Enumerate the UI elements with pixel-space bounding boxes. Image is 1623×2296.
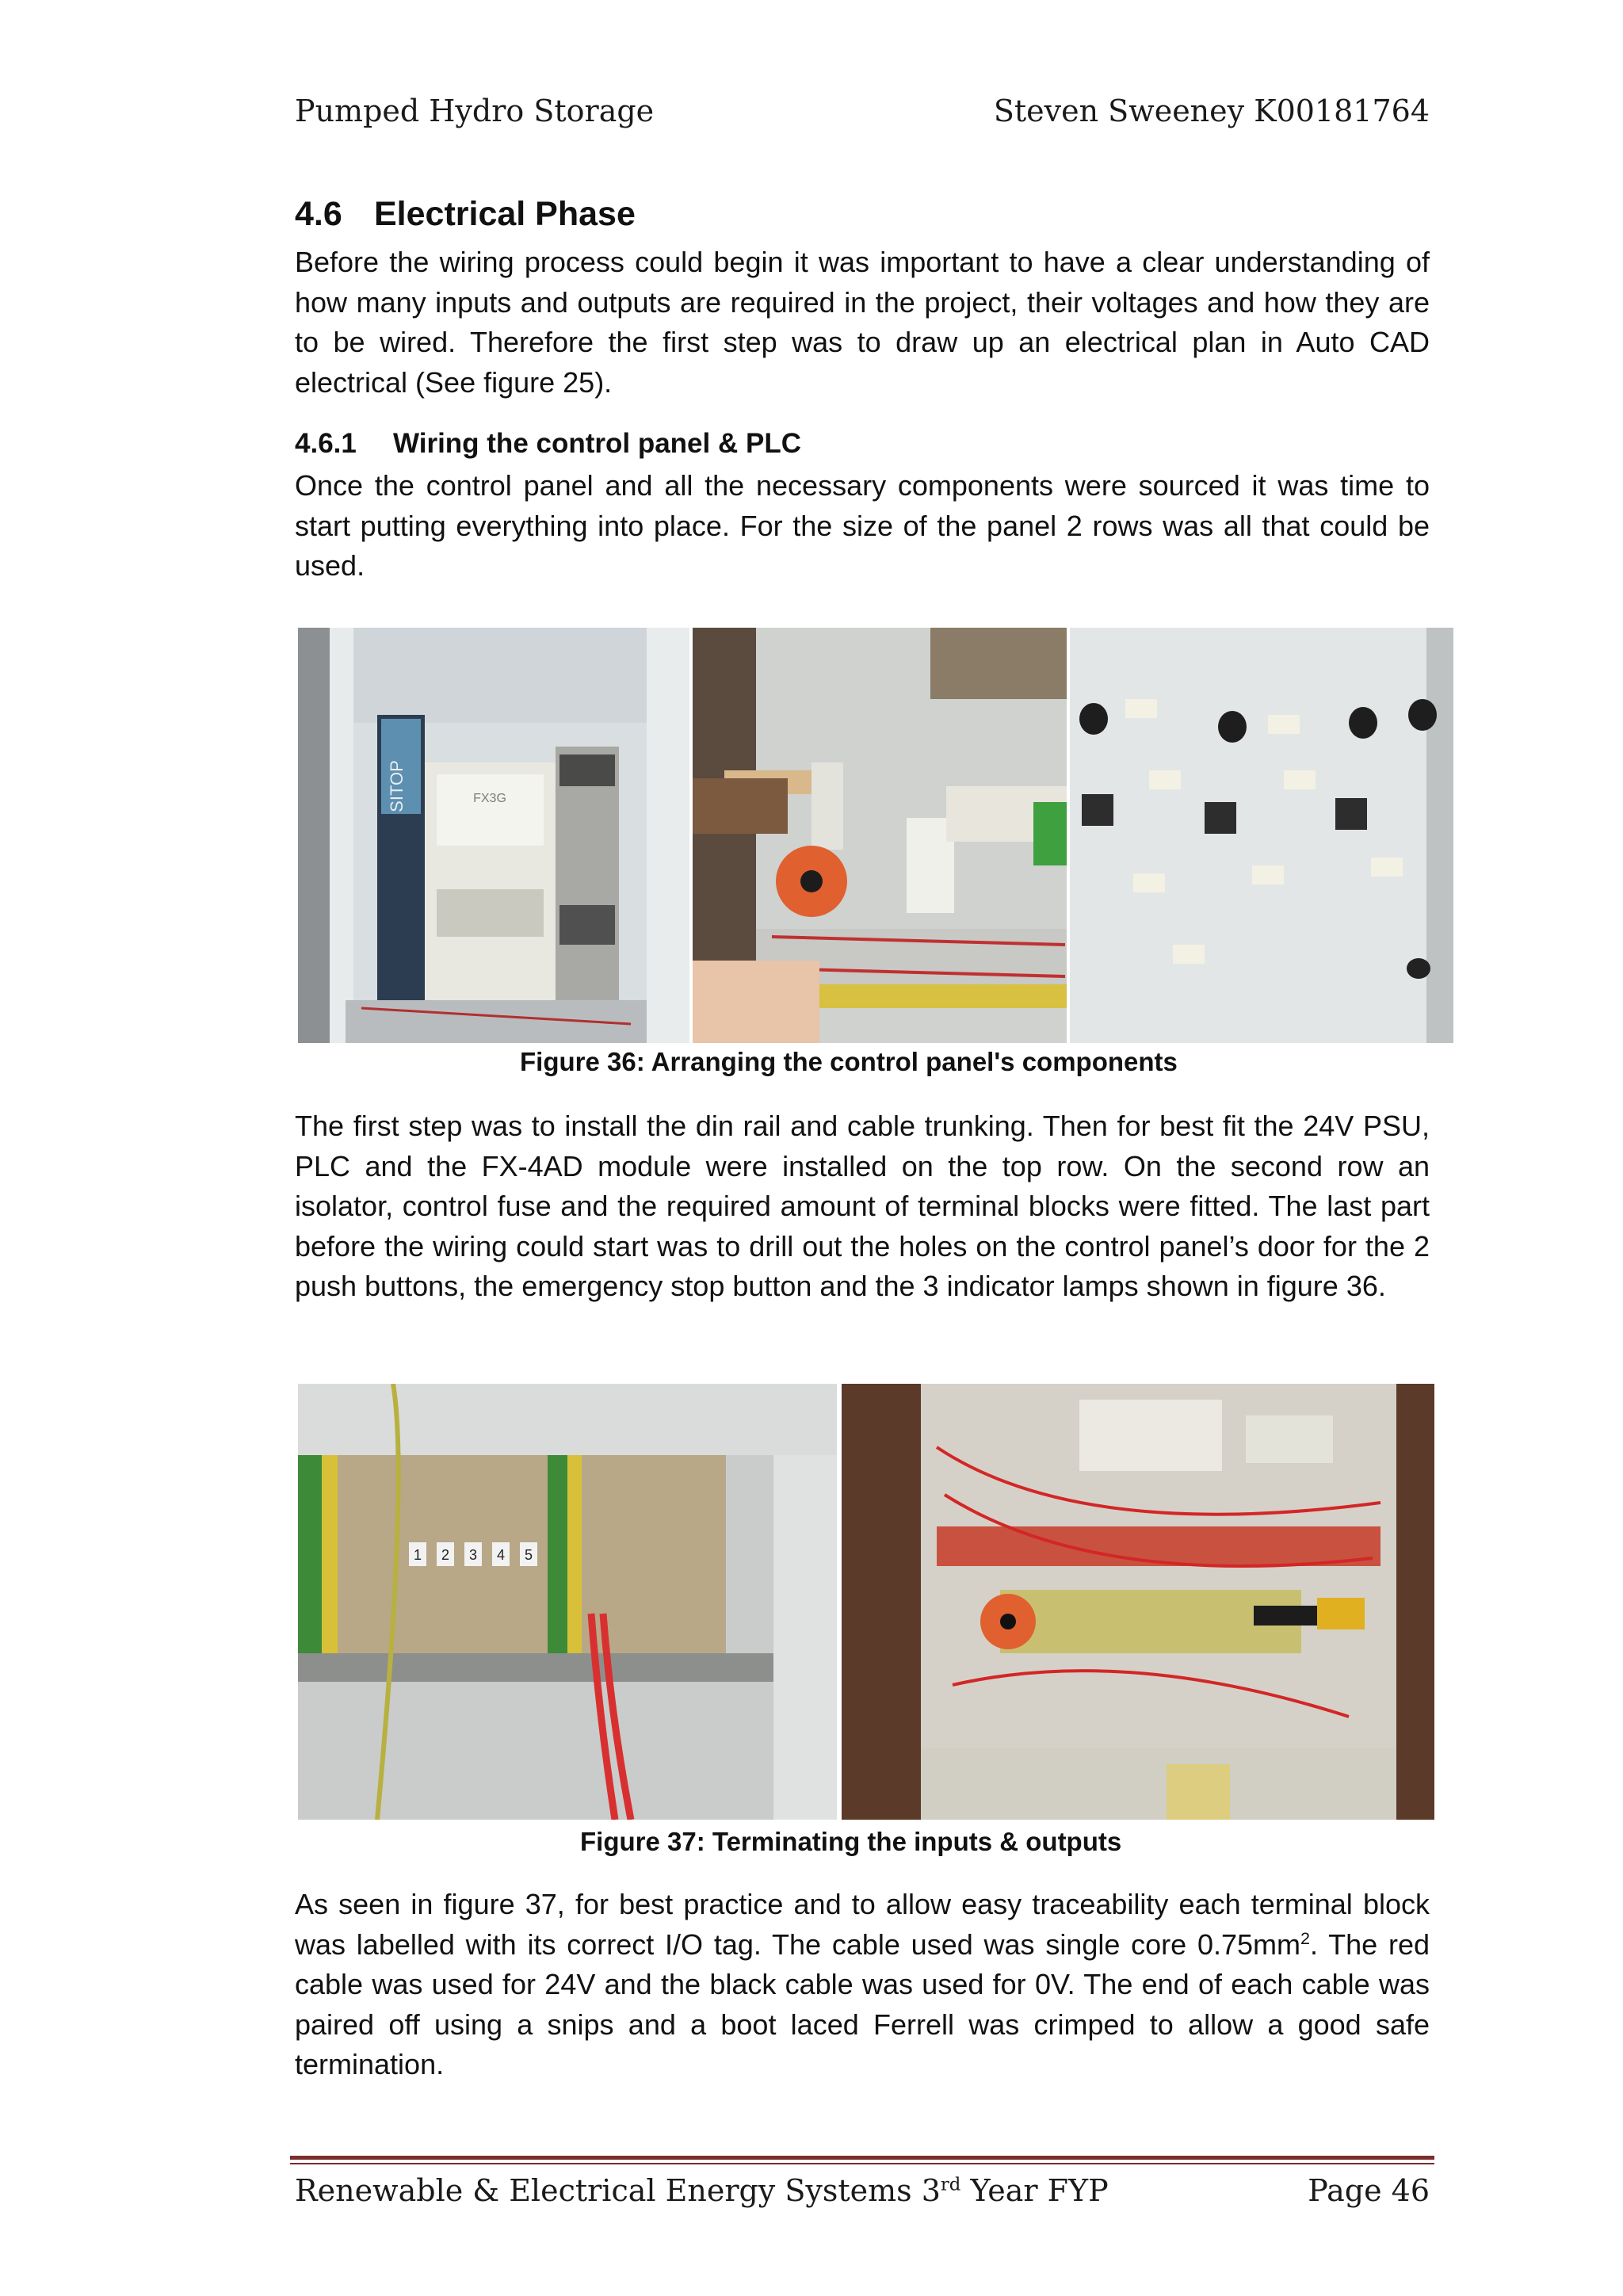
figure36-photo-psu-plc <box>298 628 689 1043</box>
page-header <box>295 94 1430 128</box>
wiring-paragraph-part1: As seen in figure 37, for best practice and to allow easy traceability each terminal block was labelled with its correct I/O tag. The cable used was single core 0.75mm <box>295 1888 1430 1961</box>
subsection-heading <box>295 428 801 460</box>
footer-course-suffix: Year FYP <box>960 2173 1109 2208</box>
footer-page-number: Page 46 <box>1308 2173 1430 2208</box>
subsection-number: 4.6.1 <box>295 428 357 459</box>
figure36-photo-isolator <box>693 628 1067 1043</box>
section-heading <box>295 195 636 234</box>
terminal-label-2: 2 <box>441 1547 450 1563</box>
header-author: Steven Sweeney K00181764 <box>993 94 1430 128</box>
page-footer <box>295 2173 1430 2208</box>
terminal-label-1: 1 <box>413 1547 422 1563</box>
terminal-label-3: 3 <box>468 1547 478 1563</box>
wiring-paragraph-superscript: 2 <box>1300 1927 1311 1948</box>
footer-course-prefix: Renewable & Electrical Energy Systems 3 <box>295 2173 941 2208</box>
wiring-paragraph-part2: . The red cable was used for 24V and the black cable was used for 0V. The end of each cable was paired off using a snips and a boot laced Ferrell was crimped to allow a good safe termination. <box>295 1927 1430 2080</box>
wiring-paragraph <box>295 1885 1430 2085</box>
section-intro-paragraph: Before the wiring process could begin it was important to have a clear understanding of how many inputs and outputs are required in the project, their voltages and how they are to be wired. Therefore the first step was to draw up an electrical plan in Auto CAD electrical (See figure 25). <box>295 246 1430 399</box>
footer-course <box>295 2173 1109 2208</box>
subsection-intro-paragraph: Once the control panel and all the necessary components were sourced it was time to start putting everything into place. For the size of the panel 2 rows was all that could be used. <box>295 469 1430 582</box>
sitop-label: SITOP <box>387 760 407 812</box>
figure37-photo-terminals <box>298 1384 837 1820</box>
figure36-photo-door <box>1070 628 1453 1043</box>
terminal-label-5: 5 <box>524 1547 533 1563</box>
components-paragraph: The first step was to install the din rail and cable trunking. Then for best fit the 24V PSU, PLC and the FX-4AD module were installed on the top row. On the second row an isolator, control fuse and the required amount of terminal blocks were fitted. The last part before the wiring could start was to drill out the holes on the control panel’s door for the 2 push buttons, the emergency stop button and the 3 indicator lamps shown in figure 36. <box>295 1110 1430 1302</box>
figure37-caption: Figure 37: Terminating the inputs & outputs <box>580 1827 1122 1856</box>
plc-label: FX3G <box>473 792 506 805</box>
terminal-label-4: 4 <box>496 1547 506 1563</box>
footer-course-sup: rd <box>940 2174 961 2195</box>
figure36-caption: Figure 36: Arranging the control panel's components <box>520 1047 1178 1076</box>
subsection-title: Wiring the control panel & PLC <box>393 428 801 459</box>
footer-divider <box>290 2156 1434 2160</box>
header-title: Pumped Hydro Storage <box>295 94 655 128</box>
section-title: Electrical Phase <box>374 195 636 233</box>
section-number: 4.6 <box>295 195 342 233</box>
footer-divider-thin <box>290 2163 1434 2164</box>
figure37-photo-wiring <box>842 1384 1434 1820</box>
